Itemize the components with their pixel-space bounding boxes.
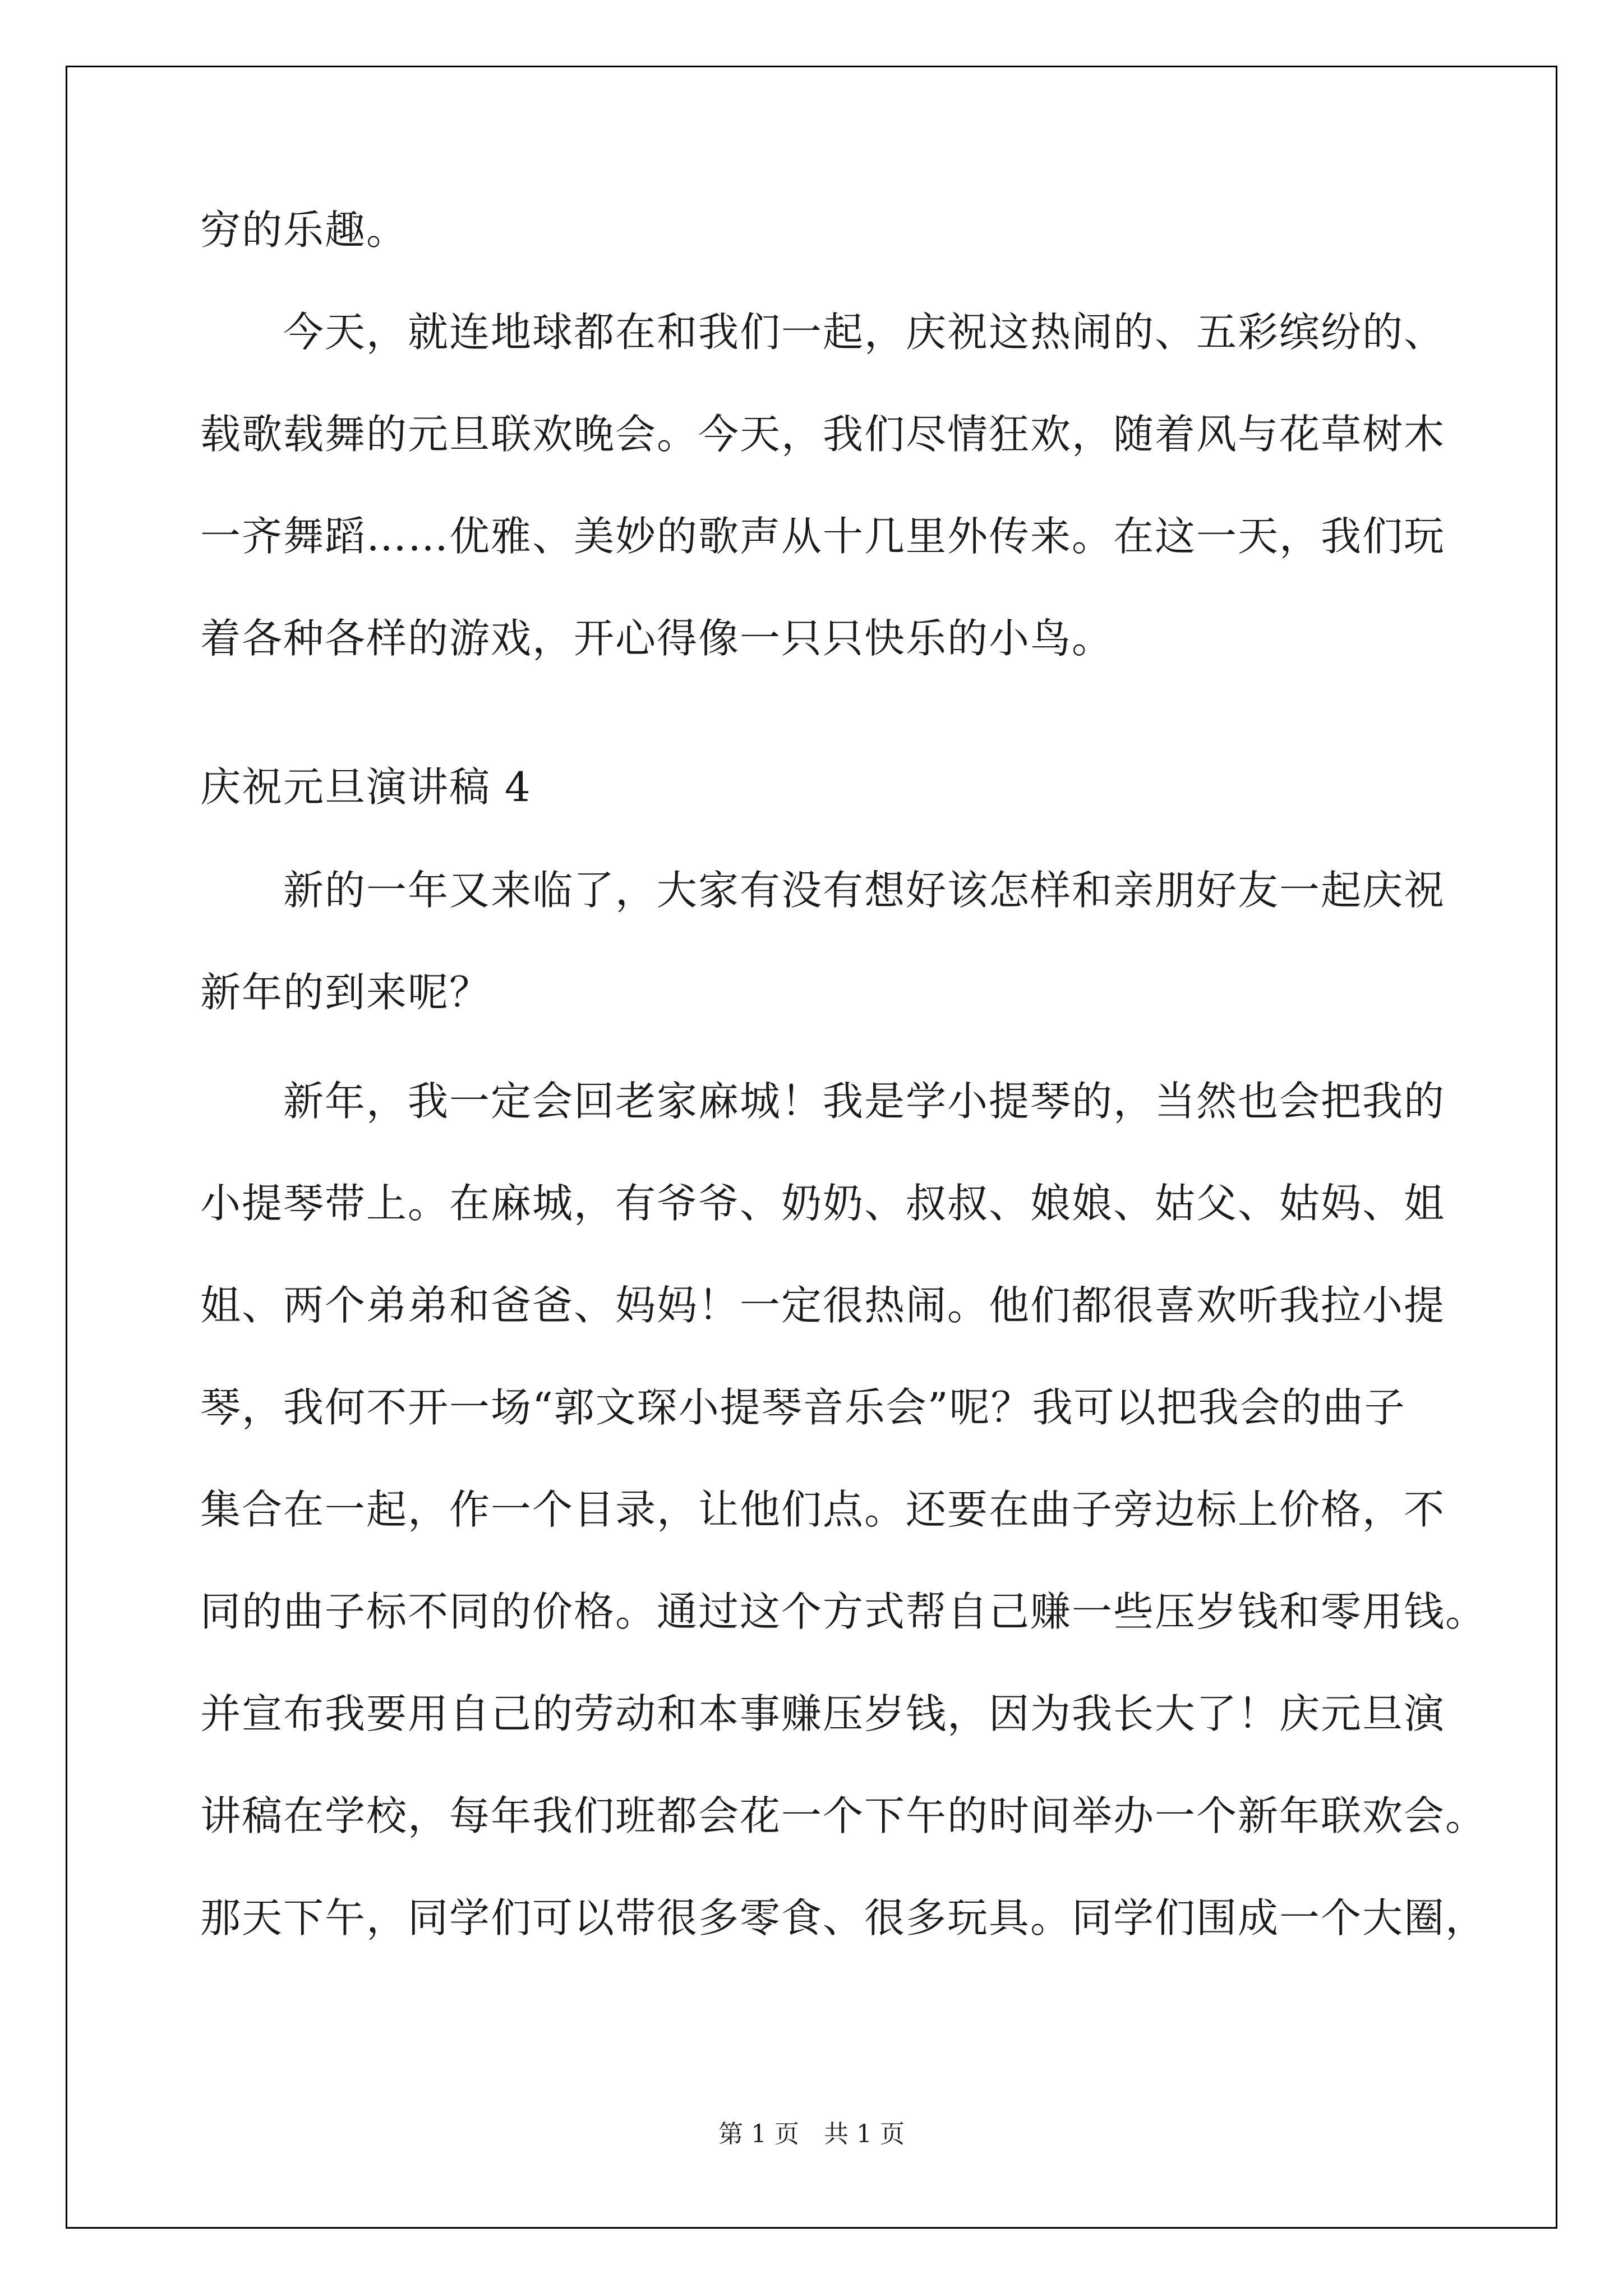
text-line: 讲稿在学校，每年我们班都会花一个下午的时间举办一个新年联欢会。 bbox=[200, 1792, 1487, 1839]
text-line: 姐、两个弟弟和爸爸、妈妈！一定很热闹。他们都很喜欢听我拉小提 bbox=[200, 1282, 1446, 1329]
text-line: 着各种各样的游戏，开心得像一只只快乐的小鸟。 bbox=[200, 615, 1114, 662]
text-line: 今天，就连地球都在和我们一起，庆祝这热闹的、五彩缤纷的、 bbox=[200, 309, 1446, 356]
text-line: 一齐舞蹈……优雅、美妙的歌声从十几里外传来。在这一天，我们玩 bbox=[200, 513, 1446, 560]
text-line: 同的曲子标不同的价格。通过这个方式帮自己赚一些压岁钱和零用钱。 bbox=[200, 1588, 1487, 1635]
text-line: 小提琴带上。在麻城，有爷爷、奶奶、叔叔、娘娘、姑父、姑妈、姐 bbox=[200, 1180, 1446, 1227]
text-line: 那天下午，同学们可以带很多零食、很多玩具。同学们围成一个大圈， bbox=[200, 1894, 1487, 1941]
text-line: 新的一年又来临了，大家有没有想好该怎样和亲朋好友一起庆祝 bbox=[200, 867, 1446, 914]
text-line: 新年，我一定会回老家麻城！我是学小提琴的，当然也会把我的 bbox=[200, 1078, 1446, 1125]
text-line: 新年的到来呢？ bbox=[200, 969, 491, 1016]
text-line: 载歌载舞的元旦联欢晚会。今天，我们尽情狂欢，随着风与花草树木 bbox=[200, 411, 1446, 458]
page-footer: 第 1 页 共 1 页 bbox=[718, 2120, 905, 2148]
text-line: 穷的乐趣。 bbox=[200, 206, 408, 254]
text-line: 琴，我何不开一场“郭文琛小提琴音乐会”呢？我可以把我会的曲子 bbox=[200, 1384, 1406, 1431]
section-heading: 庆祝元旦演讲稿 4 bbox=[200, 763, 532, 811]
text-line: 并宣布我要用自己的劳动和本事赚压岁钱，因为我长大了！庆元旦演 bbox=[200, 1690, 1446, 1737]
text-line: 集合在一起，作一个目录，让他们点。还要在曲子旁边标上价格，不 bbox=[200, 1486, 1446, 1533]
